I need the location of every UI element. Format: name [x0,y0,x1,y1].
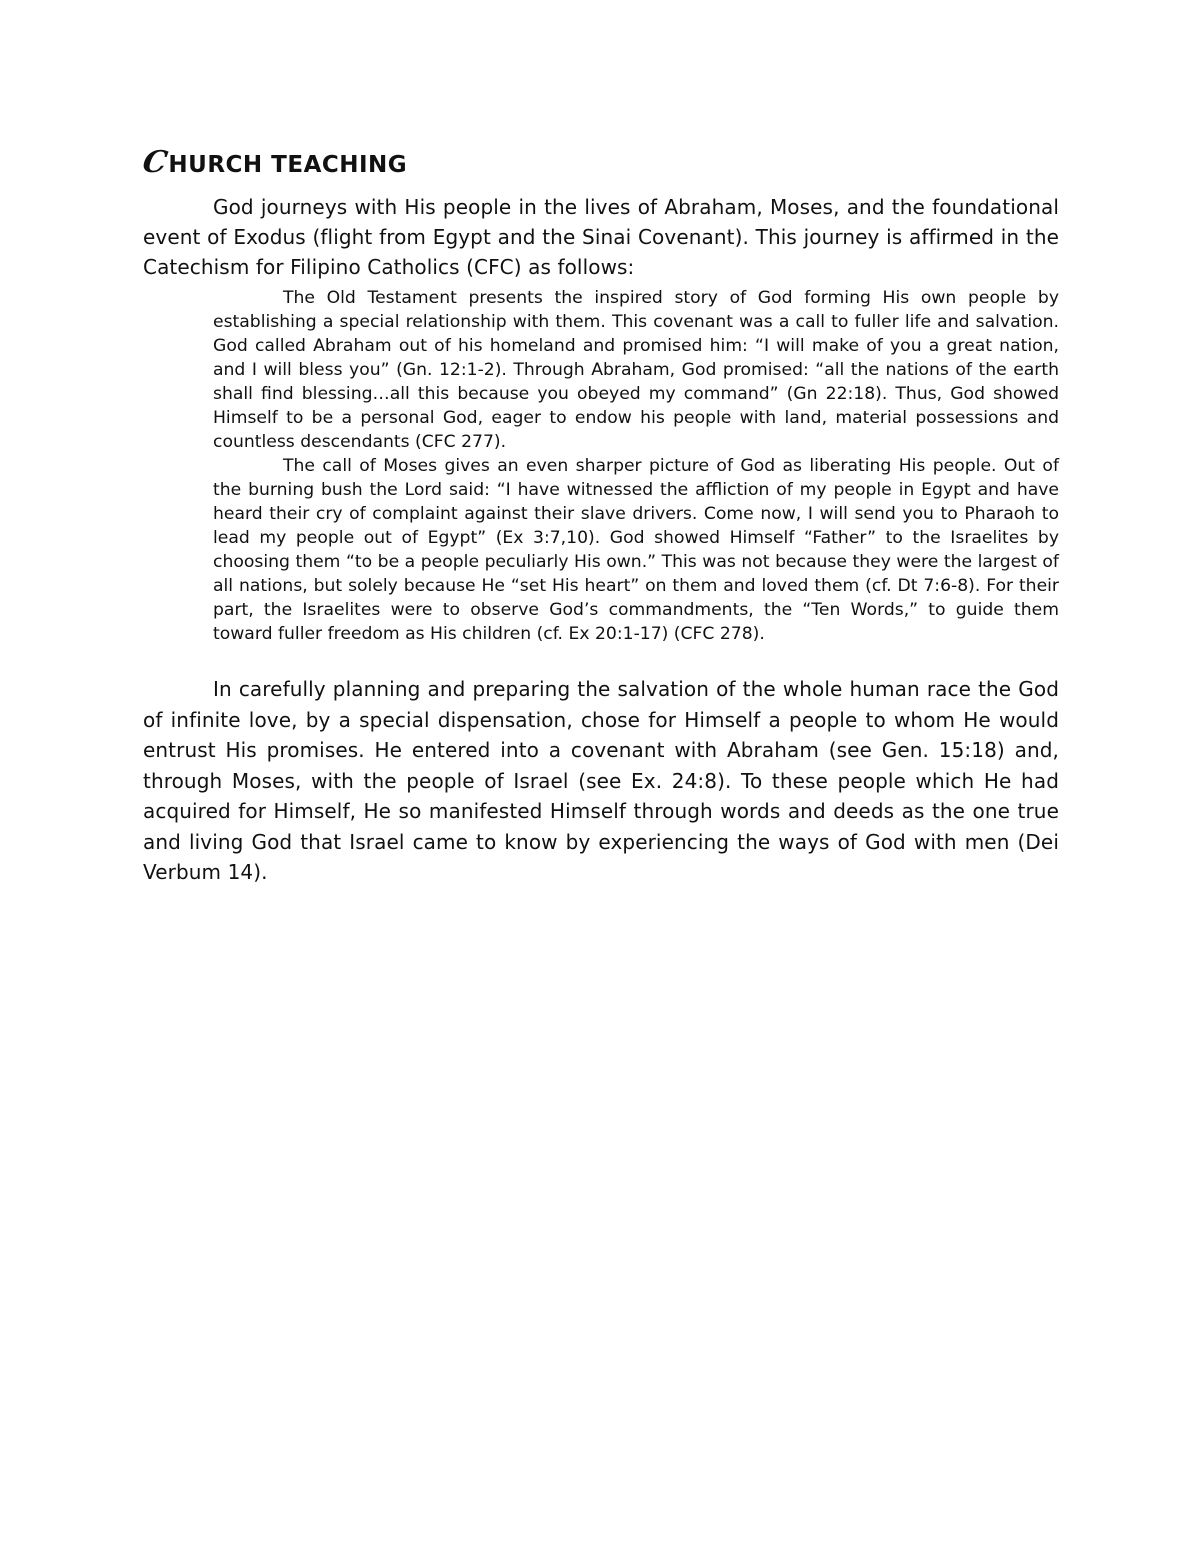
heading-initial-letter: C [140,145,171,180]
block-quote [213,286,1059,646]
closing-paragraph: In carefully planning and preparing the salvation of the whole human race the God of infinite love, by a special dispensation, chose for Himself a people to whom He would entrust His promises. He entered into a covenant with Abraham (see Gen. 15:18) and, through Moses, with the people of Israel (see Ex. 24:8). To these people which He had acquired for Himself, He so manifested Himself through words and deeds as the one true and living God that Israel came to know by experiencing the ways of God with men (Dei Verbum 14). [143,677,1059,884]
quote-paragraph: The Old Testament presents the inspired story of God forming His own people by establishing a special relationship with them. This covenant was a call to fuller life and salvation. God called Abraham out of his homeland and promised him: “I will make of you a great nation, and I will bless you” (Gn. 12:1-2). Through Abraham, God promised: “all the nations of the earth shall find blessing…all this because you obeyed my command” (Gn 22:18). Thus, God showed Himself to be a personal God, eager to endow his people with land, material possessions and countless descendants (CFC 277). [213,288,1059,452]
document-page [140,145,1059,888]
section-heading [140,145,1059,180]
quote-paragraph: The call of Moses gives an even sharper picture of God as liberating His people. Out of the burning bush the Lord said: “I have witnessed the affliction of my people in Egypt and have heard their cry of complaint against their slave drivers. Come now, I will send you to Pharaoh to lead my people out of Egypt” (Ex 3:7,10). God showed Himself “Father” to the Israelites by choosing them “to be a people peculiarly His own.” This was not because they were the largest of all nations, but solely because He “set His heart” on them and loved them (cf. Dt 7:6-8). For their part, the Israelites were to observe God’s commandments, the “Ten Words,” to guide them toward fuller freedom as His children (cf. Ex 20:1-17) (CFC 278). [213,456,1059,644]
heading-text: HURCH TEACHING [168,152,408,178]
intro-paragraph: God journeys with His people in the lives of Abraham, Moses, and the foundational event of Exodus (flight from Egypt and the Sinai Covenant). This journey is affirmed in the Catechism for Filipino Catholics (CFC) as follows: [143,195,1059,279]
